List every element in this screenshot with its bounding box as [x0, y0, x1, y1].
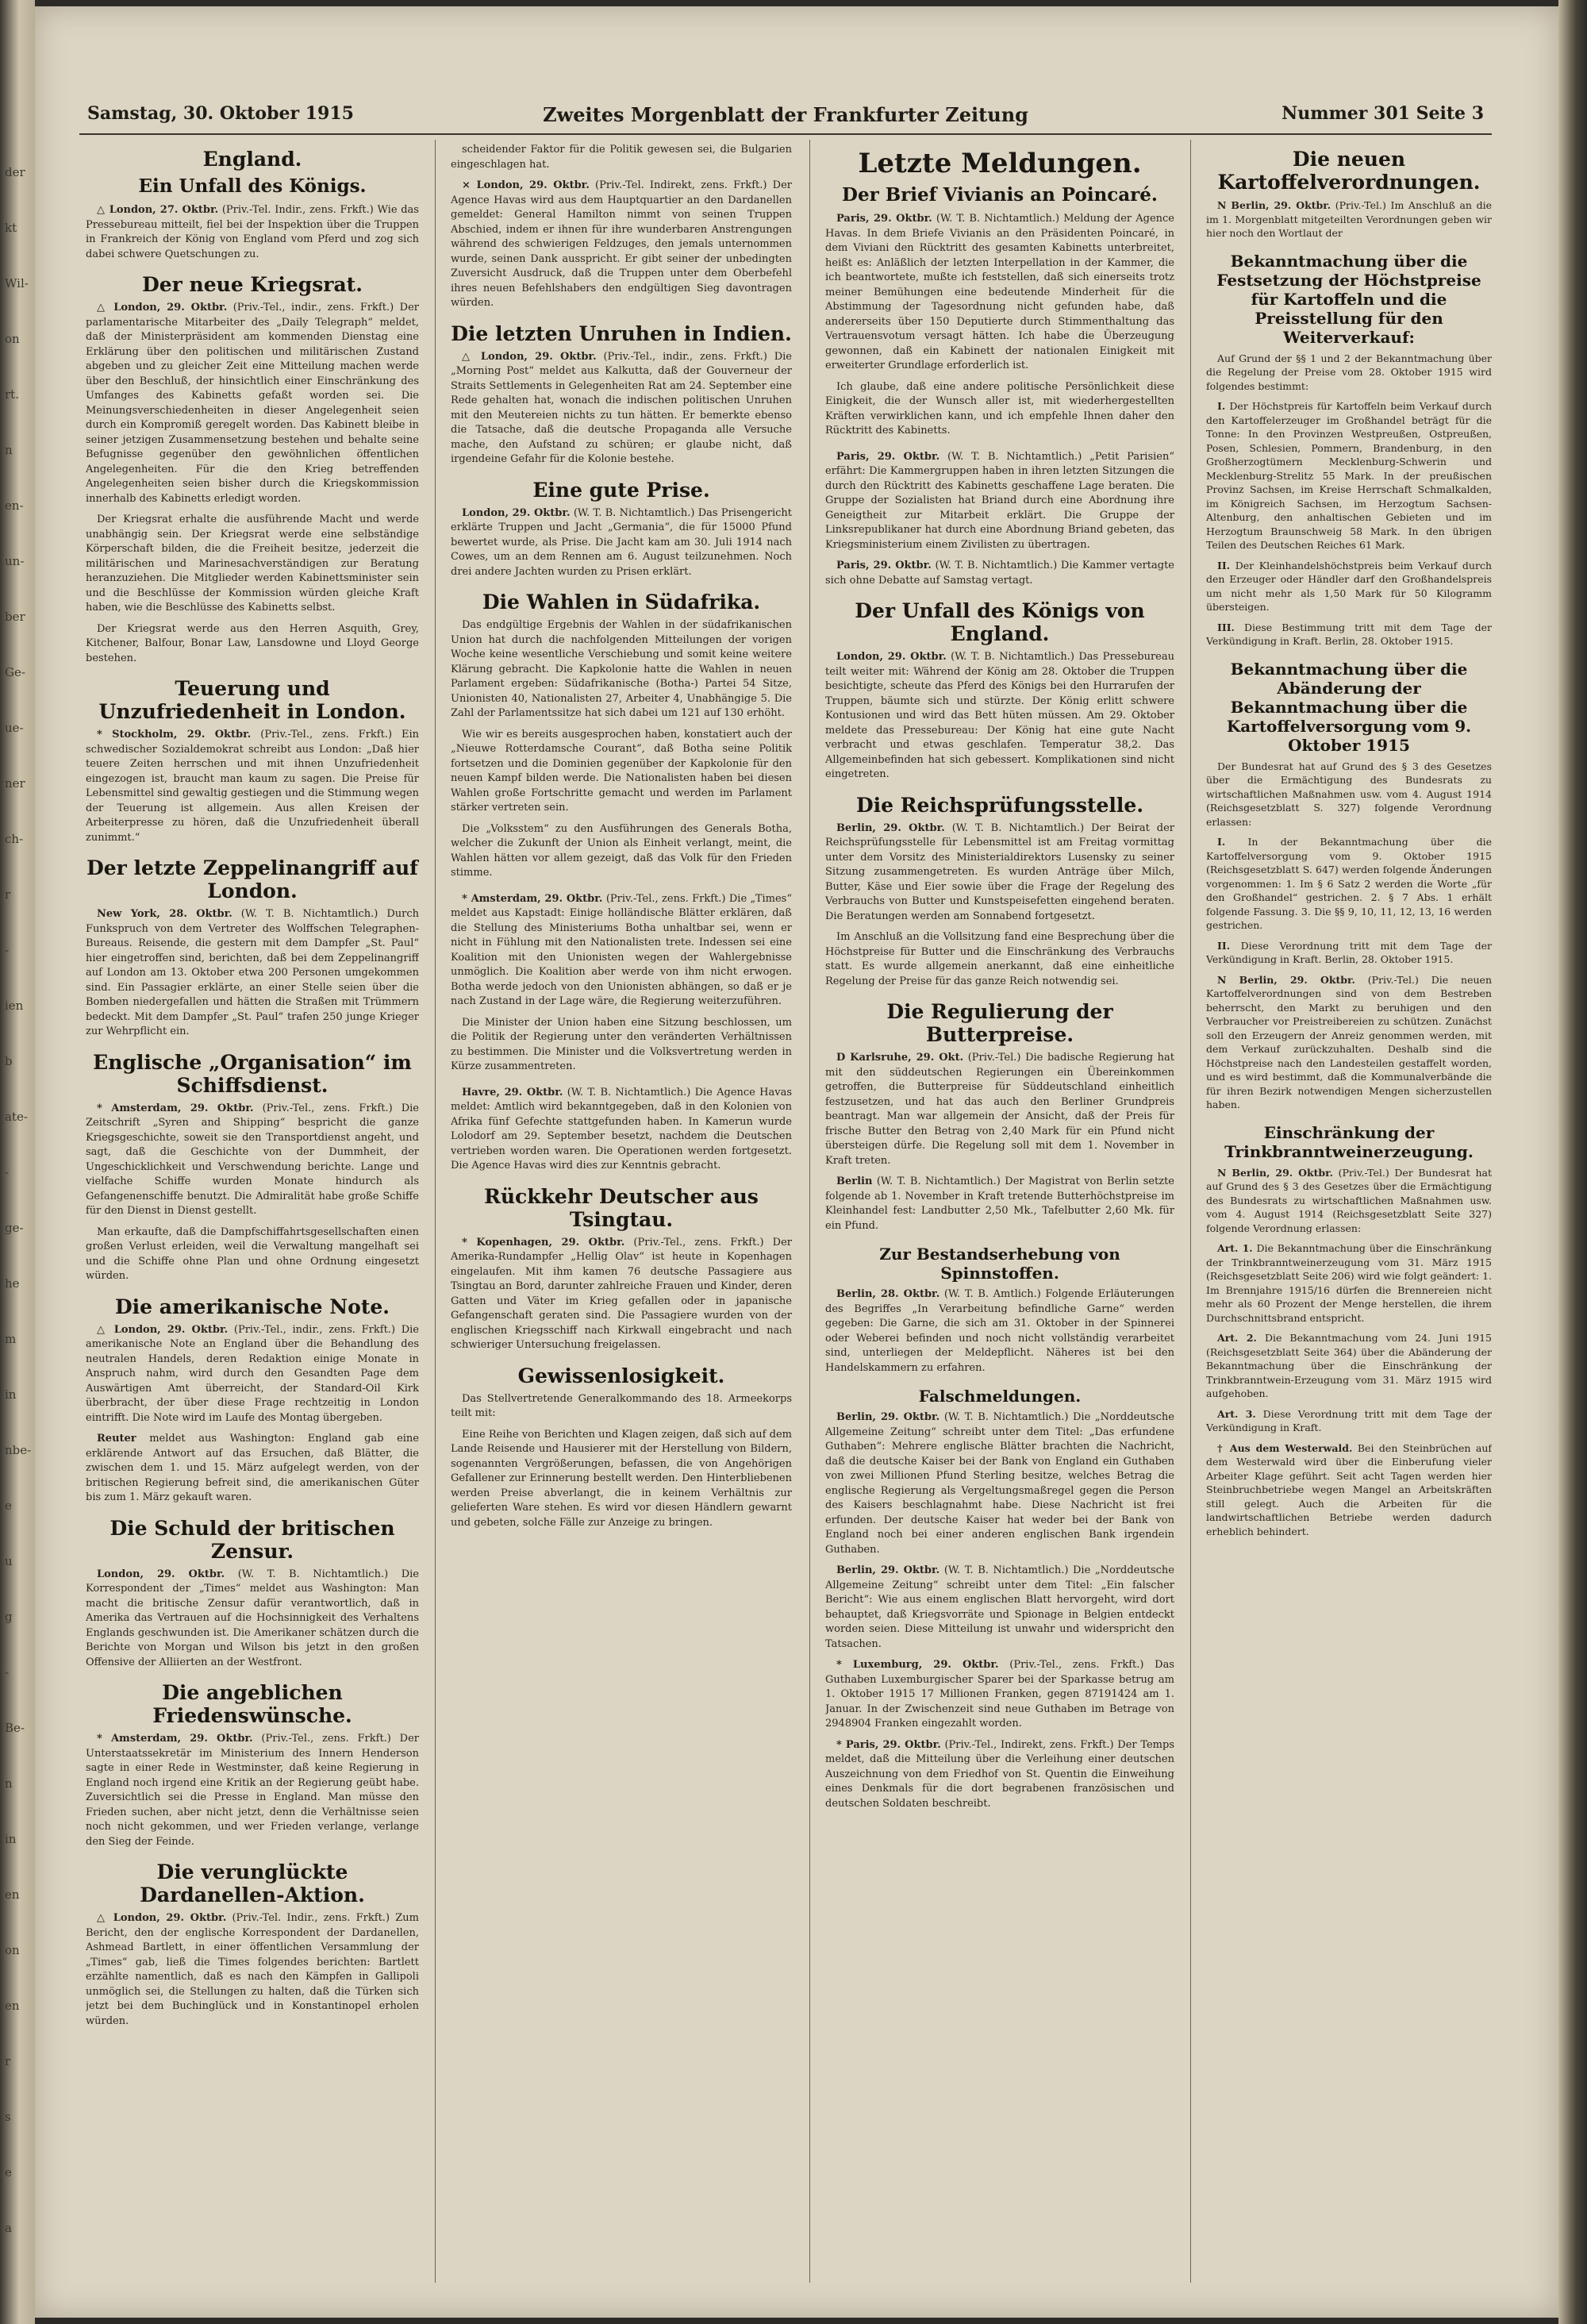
dateline: II.	[1217, 939, 1231, 952]
strip-fragment: en-	[5, 498, 24, 513]
article-paragraph	[825, 1658, 1174, 1732]
paragraph-text: (Priv.-Tel., zens. Frkft.) Der Unterstaatssekretär im Ministerium des Innern Henderson sagte in einer Rede in Westminster, daß keine Regierung in England noch irgend eine Kritik an der Regierung geübt habe. Zuversichtlich sei die Presse in England. Man müsse den Frieden suchen, aber nicht jetzt, denn die Verhältnisse seien noch nicht gekommen, und wer Frieden verlange, verlange den Sieg der Feinde.	[86, 1733, 419, 1848]
article-headline: Die letzten Unruhen in Indien.	[451, 321, 792, 345]
article-headline: Teuerung und Unzufriedenheit in London.	[98, 677, 406, 723]
dateline: I.	[1217, 836, 1226, 848]
article	[825, 599, 1174, 783]
strip-fragment: ge-	[5, 1221, 24, 1235]
strip-fragment: ue-	[5, 721, 24, 735]
article-paragraph	[1206, 939, 1492, 967]
dateline: † Aus dem Westerwald.	[1217, 1441, 1353, 1454]
strip-fragment: ch-	[5, 832, 24, 846]
strip-fragment: b	[5, 1054, 13, 1068]
article-paragraph	[825, 1175, 1174, 1233]
column-divider	[809, 140, 810, 2283]
paragraph-text: Der Höchstpreis für Kartoffeln beim Verkauf durch den Kartoffelerzeuger im Großhandel beträgt für die Tonne: In den Provinzen Westpreußen, Ostpreußen, Posen, Schlesien, Pommern, Brandenburg, in den Großherzogtümern Mecklenburg-Schwerin und Mecklenburg-Strelitz 55 Mark. In der preußischen Provinz Sachsen, im Kreise Herrschaft Schmalkalden, im Königreich Sachsen, im Herzogtum Sachsen-Altenburg, den anhaltischen Gebieten und im Herzogtum Braunschweig 58 Mark. In den übrigen Teilen des Deutschen Reiches 61 Mark.	[1206, 400, 1492, 551]
paragraph-text: Der Bundesrat hat auf Grund des § 3 des Gesetzes über die Ermächtigung des Bundesrats zu wirtschaftlichen Maßnahmen usw. vom 4. August 1914 (Reichsgesetzblatt S. 327) folgende Verordnung erlassen:	[1206, 760, 1492, 828]
paragraph-text: meldet aus Washington: England gab eine erklärende Antwort auf das Ersuchen, daß Blätter, die zwischen dem 1. und 15. März aufgelegt werden, von der britischen Regierung befreit sind, die amerikanischen Güter bis zum 1. März gekauft waren.	[86, 1433, 419, 1503]
column-divider	[435, 140, 436, 2283]
article-headline: Die Wahlen in Südafrika.	[482, 591, 761, 614]
strip-fragment: ate-	[5, 1110, 28, 1124]
article-paragraph	[825, 821, 1174, 925]
article	[86, 856, 419, 1040]
dateline: * Luxemburg, 29. Oktbr.	[836, 1659, 999, 1671]
article	[1206, 660, 1492, 1112]
article-paragraph	[86, 1225, 419, 1284]
paragraph-text: scheidender Faktor für die Politik gewesen sei, die Bulgarien eingeschlagen hat.	[451, 144, 792, 171]
header-rule	[79, 133, 1492, 135]
article-paragraph	[825, 1738, 1174, 1812]
dateline: N Berlin, 29. Oktbr.	[1217, 973, 1355, 986]
article-paragraph	[86, 728, 419, 845]
article	[825, 1000, 1174, 1233]
paragraph-text: (Priv.-Tel. Indir., zens. Frkft.) Zum Bericht, den der englische Korrespondent der Dardanellen, Ashmead Bartlett, in einer öffentlichen Versammlung der „Times“ gab, ließ die Times folgendes berichten: Bartlett erzählte namentlich, daß es nach den Kämpfen in Gallipoli unmöglich sei, die Stellungen zu halten, daß die Türken sich jetzt bei dem Buchinglück und in Konstantinopel erholen würden.	[86, 1912, 419, 2027]
dateline: N Berlin, 29. Oktbr.	[1217, 199, 1331, 211]
article	[825, 148, 1174, 439]
paragraph-text: Man erkaufte, daß die Dampfschiffahrtsgesellschaften einen großen Verlust erleiden, weil die Verwaltung mangelhaft sei und die Schiffe ohne Plan und ohne Ordnung eingesetzt würden.	[86, 1225, 419, 1282]
paragraph-text: (Priv.-Tel., indir., zens. Frkft.) Der parlamentarische Mitarbeiter des „Daily Telegraph“ meldet, daß der Ministerpräsident am kommenden Dienstag eine Erklärung über den politischen und militärischen Zustand abgeben und zu gleicher Zeit eine Mitteilung machen werde über den Beschluß, der hinsichtlich einer Einschränkung des Umfanges des Kabinetts gefaßt worden sei. Die Meinungsverschiedenheiten in dieser Angelegenheit seien durch ein Kompromiß geregelt worden. Das Kabinett bleibe in seiner jetzigen Zusammensetzung bestehen und behalte seine Befugnisse gegenüber den gewöhnlichen öffentlichen Angelegenheiten. Für die den Krieg betreffenden Angelegenheiten seien bisher durch die Kriegskommission innerhalb des Kabinetts erledigt worden.	[86, 302, 419, 505]
dateline: I.	[1217, 400, 1226, 412]
paragraph-text: (W. T. B. Nichtamtlich.) Das Pressebureau teilt weiter mit: Während der König am 28. Oktober die Truppen besichtigte, scheute das Pferd des Königs bei den Hurrarufen der Truppen, bäumte sich und stürzte. Der König erlitt schwere Kontusionen und wird das Bett hüten müssen. Am 29. Oktober meldete das Pressebureau: Der König hat eine gute Nacht verbracht und etwas geschlafen. Temperatur 38,2. Das Allgemeinbefinden hat sich gebessert. Komplikationen sind nicht eingetreten.	[825, 651, 1174, 780]
article-headline: Rückkehr Deutscher aus Tsingtau.	[484, 1184, 759, 1231]
article-paragraph	[825, 650, 1174, 783]
article-headline: Die Schuld der britischen Zensur.	[110, 1516, 395, 1563]
article-paragraph	[451, 1086, 792, 1174]
paragraph-text: (Priv.-Tel., zens. Frkft.) Die Zeitschrift „Syren and Shipping“ bespricht die ganze Kriegsgeschichte, soweit sie den Transportdienst angeht, und sagt, daß die Geschichte von der Dummheit, der Ungeschicklichkeit und Verschwendung berichte. Lange und vielfache Schiffe wurden Monate hindurch als Gefangenenschiffe benutzt. Die Admiralität habe große Schiffe für den Dienst in Dienst gestellt.	[86, 1102, 419, 1217]
paragraph-text: (W. T. B. Nichtamtlich.) Meldung der Agence Havas. In dem Briefe Vivianis an den Präsidenten Poincaré, in dem Viviani den Rücktritt des gesamten Kabinetts unterbreitet, heißt es: Anläßlich der letzten Interpellation in der Kammer, die ich beantwortete, mußte ich feststellen, daß sich einerseits trotz meiner Bemühungen eine bedeutende Minderheit für die Abstimmung der Tagesordnung nicht gefunden habe, daß andererseits über 150 Deputierte durch Stimmenthaltung das Vertrauensvotum versagt hätten. Ich habe die Überzeugung gewonnen, daß ein Kabinett der nationalen Einigkeit mit erweiterter Grundlage erforderlich ist.	[825, 213, 1174, 371]
paragraph-text: (Priv.-Tel.) Im Anschluß an die im 1. Morgenblatt mitgeteilten Verordnungen geben wir hier noch den Wortlaut der	[1206, 199, 1492, 239]
paragraph-text: (W. T. B. Nichtamtlich.) Durch Funkspruch von dem Vertreter des Wolffschen Telegraphen-Bureaus. Reisende, die gestern mit dem Dampfer „St. Paul“ hier eingetroffen sind, berichten, daß bei dem Zeppelinangriff auf London am 13. Oktober etwa 200 Personen umgekommen sind. Ein Passagier erklärte, an einer Stelle seien über die Bomben niedergefallen und hätten die Straßen mit Trümmern bedeckt. Mit dem Dampfer „St. Paul“ trafen 250 junge Krieger zur Wehrpflicht ein.	[86, 908, 419, 1037]
strip-fragment: der	[5, 165, 25, 179]
article-paragraph	[1206, 1331, 1492, 1401]
article	[451, 322, 792, 467]
dateline: Berlin, 29. Oktbr.	[836, 1411, 940, 1423]
paragraph-text: (W. T. B. Nichtamtlich.) Die „Norddeutsche Allgemeine Zeitung“ schreibt unter dem Titel: „Das erfundene Guthaben“: Mehrere englische Blätter brachten die Nachricht, daß die deutsche Kaiser bei der Bank von England ein Guthaben von zwei Millionen Pfund Sterling besitze, welches Betrag die englische Regierung als Vergeltungsmaßregel gegen die Person des Kaisers beschlagnahmt habe. Diese Nachricht ist frei erfunden. Der deutsche Kaiser hat weder bei der Bank von England noch bei einer anderen englischen Bank irgendein Guthaben.	[825, 1411, 1174, 1556]
paragraph-text: In der Bekanntmachung über die Kartoffelversorgung vom 9. Oktober 1915 (Reichsgesetzblatt S. 647) werden folgende Änderungen vorgenommen: 1. Im § 6 Satz 2 werden die Worte „für den Großhandel“ gestrichen. 2. § 7 Abs. 1 erhält folgende Fassung. 3. Die §§ 9, 10, 11, 12, 13, 16 werden gestrichen.	[1206, 836, 1492, 931]
paragraph-text: Diese Bestimmung tritt mit dem Tage der Verkündigung in Kraft. Berlin, 28. Oktober 1915.	[1206, 621, 1492, 647]
article-paragraph	[86, 1102, 419, 1219]
paragraph-text: (W. T. B. Nichtamtlich.) Die Agence Havas meldet: Amtlich wird bekanntgegeben, daß in den Kolonien von Afrika fünf Gefechte stattgefunden haben. In Kamerun wurde Lolodorf am 29. September besetzt, nachdem die Deutschen vertrieben worden waren. Die Operationen werden fortgesetzt. Die Agence Havas wird dies zur Kenntnis gebracht.	[451, 1086, 792, 1172]
adjacent-page-strip	[0, 0, 35, 2324]
dateline: Berlin, 28. Oktbr.	[836, 1288, 940, 1300]
strip-fragment: u	[5, 1554, 13, 1568]
strip-fragment: on	[5, 1943, 20, 1957]
dateline: * Amsterdam, 29. Oktbr.	[97, 1102, 254, 1114]
article-headline: Eine gute Prise.	[532, 478, 710, 502]
paragraph-text: (Priv.-Tel. Indirekt, zens. Frkft.) Der Agence Havas wird aus dem Hauptquartier an den Dardanellen gemeldet: General Hamilton nimmt von seinen Truppen Abschied, indem er ihnen für ihre wunderbaren Anstrengungen während des schwierigen Feldzuges, den jemals unternommen wurde, seinen Dank ausspricht. Er gibt seiner der unbedingten Zuversicht Ausdruck, daß die Truppen unter dem Oberbefehl ihres neuen Befehlshabers den endgültigen Sieg davontragen würden.	[451, 179, 792, 309]
paragraph-text: (W. T. B. Nichtamtlich.) Der Magistrat von Berlin setzte folgende ab 1. November in Kraft tretende Butterhöchstpreise im Kleinhandel fest: Landbutter 2,50 Mk., Tafelbutter 2,60 Mk. für ein Pfund.	[825, 1175, 1174, 1232]
paragraph-text: (Priv.-Tel., zens. Frkft.) Die „Times“ meldet aus Kapstadt: Einige holländische Blätter erklären, daß die Stellung des Ministeriums Botha unhaltbar sei, wenn er nicht in Fühlung mit den Nationalisten trete. Indessen sei eine Koalition mit den Unionisten wegen der Wahlergebnisse unmöglich. Die Koalition aber werde von ihm nicht erwogen. Botha werde jedoch von den Unionisten abhängen, so daß er je nach Zustand in der Lage wäre, die Regierung weiterzuführen.	[451, 892, 792, 1007]
article-headline: Falschmeldungen.	[918, 1387, 1082, 1406]
article-paragraph	[451, 618, 792, 721]
dateline: Art. 3.	[1217, 1407, 1256, 1420]
dateline: Berlin, 29. Oktbr.	[836, 821, 945, 834]
strip-fragment: a	[5, 2221, 12, 2235]
article-paragraph	[1206, 973, 1492, 1112]
article-paragraph	[451, 1392, 792, 1422]
article-headline: Gewissenlosigkeit.	[517, 1364, 725, 1387]
article-paragraph	[1206, 835, 1492, 933]
strip-fragment: ner	[5, 776, 25, 791]
article-paragraph	[86, 622, 419, 667]
article	[86, 1295, 419, 1506]
dateline: London, 29. Oktbr.	[836, 651, 947, 663]
article-paragraph	[825, 1287, 1174, 1376]
paragraph-text: Ich glaube, daß eine andere politische Persönlichkeit diese Einigkeit, die der Wunsch aller ist, mit wiederhergestellten Kräften verwirklichen kann, und ich empfehle Ihnen daher den Rücktritt des Kabinetts.	[825, 380, 1174, 437]
article-paragraph	[1206, 1441, 1492, 1539]
article-paragraph	[1206, 1407, 1492, 1435]
dateline: II.	[1217, 559, 1231, 571]
strip-fragment: Be-	[5, 1721, 25, 1735]
dateline: * Paris, 29. Oktbr.	[836, 1738, 941, 1751]
page-header	[87, 103, 1484, 130]
strip-fragment: he	[5, 1276, 20, 1291]
article-paragraph	[451, 350, 792, 467]
dateline: Havre, 29. Oktbr.	[462, 1086, 563, 1099]
article-subheadline: Ein Unfall des Königs.	[138, 175, 367, 197]
strip-fragment: r	[5, 887, 11, 902]
paragraph-text: Wie wir es bereits ausgesprochen haben, konstatiert auch der „Nieuwe Rotterdamsche Courant“, daß Botha seine Politik fortsetzen und die Dominien gegenüber der Kapkolonie für den neuen Kampf bilden werde. Die Nationalisten haben bei diesen Wahlen große Fortschritte gemacht und werden im Parlament stärker vertreten sein.	[451, 728, 792, 814]
article-paragraph	[451, 1236, 792, 1353]
dateline: △ London, 29. Oktbr.	[97, 302, 228, 314]
strip-fragment: rt.	[5, 387, 19, 402]
article	[825, 1245, 1174, 1376]
strip-fragment: n	[5, 443, 13, 457]
header-date: Samstag, 30. Oktober 1915	[87, 103, 354, 124]
article-headline: Englische „Organisation“ im Schiffsdienst.	[93, 1050, 412, 1097]
paragraph-text: (W. T. B. Nichtamtlich.) „Petit Parisien“ erfährt: Die Kammergruppen haben in ihren letzten Sitzungen die durch den Rücktritt des Kabinetts geschaffene Lage beraten. Die Gruppe der Sozialisten hat Briand durch eine Abordnung ihre Geneigtheit zur Mitarbeit erklärt. Die Gruppe der Linksrepublikaner hat durch eine Abordnung Briand gebeten, das Kriegsministerium einem Zivilisten zu übertragen.	[825, 450, 1174, 551]
article	[451, 591, 792, 881]
paragraph-text: (W. T. B. Nichtamtlich.) Die Korrespondent der „Times“ meldet aus Washington: Man macht die britische Zensur dafür verantwortlich, daß in Amerika das Vertrauen auf die Hochsinnigkeit des Verhaltens Englands geschwunden ist. Die Amerikaner schätzen durch die Berichte von Morgan und Wilson bis jetzt in den großen Offensive der Alliierten an der Westfront.	[86, 1568, 419, 1668]
paragraph-text: Die Minister der Union haben eine Sitzung beschlossen, um die Politik der Regierung unter den veränderten Verhältnissen zu bestimmen. Die Minister und die Volksvertretung werden in Kürze zusammentreten.	[451, 1016, 792, 1072]
article-paragraph	[825, 930, 1174, 989]
dateline: Art. 1.	[1217, 1242, 1253, 1254]
dateline: N Berlin, 29. Oktbr.	[1217, 1166, 1333, 1179]
article-paragraph	[86, 1568, 419, 1671]
paragraph-text: Die Bekanntmachung vom 24. Juni 1915 (Reichsgesetzblatt Seite 364) über die Abänderung der Bekanntmachung über die Einschränkung der Trinkbranntwein-Erzeugung vom 31. März 1915 wird aufgehoben.	[1206, 1332, 1492, 1399]
dateline: III.	[1217, 621, 1235, 633]
header-page-number: Nummer 301 Seite 3	[1282, 103, 1484, 124]
article	[86, 677, 419, 845]
article-headline: Die Regulierung der Butterpreise.	[886, 1000, 1113, 1046]
paragraph-text: Die „Volksstem“ zu den Ausführungen des Generals Botha, welcher die Zukunft der Union als Einheit verlangt, meint, die Wahlen hätten vor allem gezeigt, daß das Volk für den Frieden stimme.	[451, 822, 792, 879]
article-headline: Bekanntmachung über die Festsetzung der Höchstpreise für Kartoffeln und die Preisstellung für den Weiterverkauf:	[1216, 251, 1481, 347]
column-4	[1206, 143, 1492, 2286]
strip-fragment: e	[5, 2165, 12, 2180]
dateline: London, 29. Oktbr.	[97, 1568, 225, 1580]
paragraph-text: Diese Verordnung tritt mit dem Tage der Verkündigung in Kraft.	[1206, 1407, 1492, 1433]
article	[451, 1086, 792, 1174]
article	[86, 1517, 419, 1671]
article-paragraph	[451, 1016, 792, 1075]
article-paragraph	[451, 179, 792, 311]
paragraph-text: (Priv.-Tel., indir., zens. Frkft.) Die „Morning Post“ meldet aus Kalkutta, daß der Gouverneur der Straits Settlements in Gelegenheiten Rat am 24. September eine Rede gehalten hat, wonach die indischen politischen Unruhen mit den Meutereien nichts zu tun hätten. Er bemerkte ebenso die Tatsache, daß die deutsche Propaganda alle Versuche mache, den Aufstand zu schüren; er glaube nicht, daß irgendeine Gefahr für die Kolonie bestehe.	[451, 350, 792, 465]
strip-fragment: -	[5, 1665, 10, 1680]
article	[825, 794, 1174, 990]
article-headline: Der Unfall des Königs von England.	[855, 599, 1145, 645]
strip-fragment: Wil-	[5, 276, 29, 290]
strip-fragment: nbe-	[5, 1443, 32, 1457]
strip-fragment: ien	[5, 998, 24, 1013]
article-headline: Einschränkung der Trinkbranntweinerzeugung.	[1224, 1122, 1474, 1161]
paragraph-text: (W. T. B. Nichtamtlich.) Der Beirat der Reichsprüfungsstelle für Lebensmittel ist am Freitag vormittag unter dem Vorsitz des Ministerialdirektors Lusensky zu seiner Sitzung zusammengetreten. Es wurden Anträge über Milch, Butter, Käse und Eier sowie über die Frage der Regelung des Verbrauchs von Butter und Kunstspeisefetten eingehend beraten. Die Beratungen werden am Sonnabend fortgesetzt.	[825, 821, 1174, 922]
column-3	[825, 143, 1174, 2286]
header-title: Zweites Morgenblatt der Frankfurter Zeitung	[543, 103, 1028, 126]
dateline: × London, 29. Oktbr.	[462, 179, 590, 191]
article-paragraph	[451, 506, 792, 580]
article-paragraph	[86, 1432, 419, 1506]
article	[451, 479, 792, 580]
paragraph-text: (W. T. B. Nichtamtlich.) Das Prisengericht erklärte Truppen und Jacht „Germania“, die für 15000 Pfund bewertet wurde, als Prise. Die Jacht kam am 30. Juli 1914 nach Cowes, um an dem Rennen am 6. August teilzunehmen. Noch drei andere Jachten wurden zu Prisen erklärt.	[451, 506, 792, 578]
article-headline: Die Reichsprüfungsstelle.	[855, 793, 1144, 817]
article-paragraph	[86, 301, 419, 506]
strip-fragment: g	[5, 1610, 13, 1624]
article-paragraph	[86, 1732, 419, 1849]
paragraph-text: Der Kriegsrat erhalte die ausführende Macht und werde unabhängig sein. Der Kriegsrat werde eine selbständige Körperschaft bilden, die die Freiheit besitze, jederzeit die militärischen und Marinesachverständigen zur Beratung heranzuziehen. Die Mitglieder werden Kabinettsminister sein und die Beschlüsse der Kommission würden gleiche Kraft haben, wie die Beschlüsse des Kabinetts selbst.	[86, 514, 419, 614]
article-paragraph	[86, 513, 419, 616]
article-paragraph	[825, 212, 1174, 374]
dateline: New York, 28. Oktbr.	[97, 908, 232, 920]
article-paragraph	[451, 1428, 792, 1531]
article-paragraph	[825, 1410, 1174, 1557]
strip-fragment: en	[5, 1999, 20, 2013]
paragraph-text: (Priv.-Tel., zens. Frkft.) Ein schwedischer Sozialdemokrat schreibt aus London: „Daß hier teuere Zeiten herrschen und mit ihnen Unzufriedenheit eingezogen ist, braucht man kaum zu sagen. Die Preise für Lebensmittel sind gewaltig gestiegen und die Stimmung wegen der Teuerung ist allgemein. Aus allen Kreisen der Arbeiterpresse zu hören, daß die Unzufriedenheit überall zunimmt.“	[86, 729, 419, 844]
article-headline: Der neue Kriegsrat.	[142, 273, 363, 296]
strip-fragment: Ge-	[5, 665, 25, 679]
article-paragraph	[451, 143, 792, 172]
article-paragraph	[451, 892, 792, 1010]
paragraph-text: Auf Grund der §§ 1 und 2 der Bekanntmachung über die Regelung der Preise vom 28. Oktober 1915 wird folgendes bestimmt:	[1206, 352, 1492, 392]
article	[86, 1860, 419, 2029]
article-headline: England.	[202, 148, 302, 171]
article	[451, 892, 792, 1075]
article-paragraph	[451, 728, 792, 816]
article-paragraph	[825, 1051, 1174, 1168]
paragraph-text: Diese Verordnung tritt mit dem Tage der Verkündigung in Kraft. Berlin, 28. Oktober 1915.	[1206, 939, 1492, 965]
article	[825, 450, 1174, 589]
dateline: △ London, 29. Oktbr.	[97, 1912, 227, 1924]
paragraph-text: (W. T. B. Nichtamtlich.) Die Kammer vertagte sich ohne Debatte auf Samstag vertagt.	[825, 560, 1174, 587]
dateline: D Karlsruhe, 29. Okt.	[836, 1052, 964, 1064]
article	[86, 273, 419, 666]
page-edge-shadow	[1558, 0, 1587, 2324]
paragraph-text: (W. T. B. Amtlich.) Folgende Erläuterungen des Begriffes „In Verarbeitung befindliche Garne“ werden gegeben: Die Garne, die sich am 31. Oktober in der Spinnerei oder Weberei befinden und noch nicht vollständig verarbeitet sind, unterliegen der Meldepflicht. Näheres ist bei den Handelskammern zu erfahren.	[825, 1288, 1174, 1374]
article-paragraph	[825, 450, 1174, 553]
article-headline: Die neuen Kartoffelverordnungen.	[1217, 148, 1481, 194]
article-paragraph	[86, 1323, 419, 1426]
strip-fragment: on	[5, 332, 20, 346]
article-headline: Zur Bestandserhebung von Spinnstoffen.	[879, 1245, 1120, 1283]
dateline: Paris, 29. Oktbr.	[836, 213, 932, 225]
article-paragraph	[825, 1564, 1174, 1652]
strip-fragment: -	[5, 1165, 10, 1179]
paragraph-text: (Priv.-Tel.) Die badische Regierung hat mit den süddeutschen Regierungen ein Übereinkommen getroffen, die Butterpreise für Süddeutschland einheitlich festzusetzen, und hat das auch den Berliner Grundpreis beantragt. Man war allgemein der Ansicht, daß der Preis für frische Butter den Betrag von 2,40 Mark für ein Pfund nicht übersteigen dürfe. Die Regelung soll mit dem 1. November in Kraft treten.	[825, 1052, 1174, 1167]
paragraph-text: (W. T. B. Nichtamtlich.) Die „Norddeutsche Allgemeine Zeitung“ schreibt unter dem Titel: „Ein falscher Bericht“: Wie aus einem englischen Blatt hervorgeht, wird dort behauptet, daß Kriegsvorräte und Spionage in Belgien entdeckt worden seien. Diese Mitteilung ist unwahr und widerspricht den Tatsachen.	[825, 1564, 1174, 1650]
strip-fragment: in	[5, 1387, 17, 1402]
article-paragraph	[451, 822, 792, 881]
article	[86, 1051, 419, 1284]
paragraph-text: Der Kleinhandelshöchstpreis beim Verkauf durch den Erzeuger oder Händler darf den Großhandelspreis um nicht mehr als 1,50 Mark für 50 Kilogramm übersteigen.	[1206, 559, 1492, 613]
strip-fragment: in	[5, 1832, 17, 1846]
paragraph-text: (Priv.-Tel.) Die neuen Kartoffelverordnungen sind von dem Bestreben beherrscht, den Markt zu beruhigen und den Verbraucher vor Preistreibereien zu schützen. Zunächst soll den Erzeugern der Anreiz genommen werden, mit dem Verkauf zurückzuhalten. Deshalb sind die Höchstpreise nach den Landesteilen gestaffelt worden, und es wird bestimmt, daß die Kommunalverbände die für ihren Bezirk notwendigen Mengen sicherzustellen haben.	[1206, 973, 1492, 1110]
article-paragraph	[86, 907, 419, 1040]
dateline: * Amsterdam, 29. Oktbr.	[462, 892, 603, 905]
paragraph-text: Der Kriegsrat werde aus den Herren Asquith, Grey, Kitchener, Balfour, Bonar Law, Lansdowne und Lloyd George bestehen.	[86, 622, 419, 664]
article-paragraph	[1206, 1166, 1492, 1236]
article-paragraph	[1206, 198, 1492, 240]
article	[1206, 148, 1492, 240]
paragraph-text: Eine Reihe von Berichten und Klagen zeigen, daß sich auf dem Lande Reisende und Hausierer mit der Herstellung von Bildern, sogenannten Vergrößerungen, befassen, die von Angehörigen Gefallener zur Erinnerung bestellt werden. Den Hinterbliebenen werden Preise abverlangt, die in keinem Verhältnis zur gelieferten Ware stehen. Es wird vor diesen Händlern gewarnt und gebeten, solche Fälle zur Anzeige zu bringen.	[451, 1428, 792, 1529]
paragraph-text: Im Anschluß an die Vollsitzung fand eine Besprechung über die Höchstpreise für Butter und die Einschränkung des Verbrauchs statt. Es wurde allgemein anerkannt, daß eine einheitliche Regelung der Preise für das ganze Reich notwendig sei.	[825, 931, 1174, 987]
article	[86, 1681, 419, 1849]
article	[86, 148, 419, 262]
dateline: Berlin, 29. Oktbr.	[836, 1564, 940, 1576]
article-subheadline: Der Brief Vivianis an Poincaré.	[842, 184, 1158, 206]
strip-fragment: s	[5, 2110, 11, 2124]
article-paragraph	[1206, 399, 1492, 552]
article-paragraph	[1206, 352, 1492, 394]
paragraph-text: (Priv.-Tel., zens. Frkft.) Das Guthaben Luxemburgischer Sparer bei der Sparkasse betrug am 1. Oktober 1915 17 Millionen Franken, gegen 87191424 am 1. Januar. In der Zwischenzeit sind neue Guthaben im Betrage von 2948904 Franken eingezahlt worden.	[825, 1659, 1174, 1730]
strip-fragment: -	[5, 943, 10, 957]
dateline: Reuter	[97, 1433, 136, 1445]
dateline: Paris, 29. Oktbr.	[836, 450, 940, 463]
article-headline: Die verunglückte Dardanellen-Aktion.	[140, 1860, 365, 1907]
article-paragraph	[86, 1911, 419, 2029]
article-headline: Der letzte Zeppelinangriff auf London.	[86, 856, 418, 902]
paragraph-text: (Priv.-Tel., Indirekt, zens. Frkft.) Der Temps meldet, daß die Mitteilung über die Verleihung einer deutschen Auszeichnung von dem Friedhof von St. Quentin die Einweihung eines Denkmals für die dort begrabenen französischen und deutschen Soldaten beschreibt.	[825, 1738, 1174, 1810]
dateline: * Stockholm, 29. Oktbr.	[97, 729, 252, 741]
dateline: * Amsterdam, 29. Oktbr.	[97, 1733, 253, 1745]
article-headline: Die angeblichen Friedenswünsche.	[152, 1681, 352, 1727]
article	[451, 1185, 792, 1353]
paragraph-text: Die Bekanntmachung über die Einschränkung der Trinkbranntweinerzeugung vom 31. März 1915 (Reichsgesetzblatt Seite 206) wird wie folgt geändert: 1. Im Brennjahre 1915/16 dürfen die Brennereien nicht mehr als 60 Prozent der Menge herstellen, die ihrem Durchschnittsbrand entspricht.	[1206, 1242, 1492, 1324]
column-1	[86, 143, 419, 2286]
article-paragraph	[825, 380, 1174, 439]
column-divider	[1190, 140, 1191, 2283]
article-headline: Letzte Meldungen.	[858, 148, 1142, 179]
article-headline: Bekanntmachung über die Abänderung der Bekanntmachung über die Kartoffelversorgung vom 9. Oktober 1915	[1226, 659, 1472, 755]
article	[1206, 252, 1492, 648]
dateline: Berlin	[836, 1175, 873, 1187]
dateline: * Kopenhagen, 29. Oktbr.	[462, 1236, 625, 1249]
strip-fragment: ber	[5, 610, 25, 624]
paragraph-text: (Priv.-Tel.) Der Bundesrat hat auf Grund des § 3 des Gesetzes über die Ermächtigung des Bundesrats zu wirtschaftlichen Maßnahmen usw. vom 4. August 1914 (Reichsgesetzblatt Seite 327) folgende Verordnung erlassen:	[1206, 1166, 1492, 1234]
strip-fragment: en	[5, 1887, 20, 1902]
strip-fragment: kt	[5, 221, 17, 235]
dateline: △ London, 27. Oktbr.	[97, 204, 219, 216]
article-paragraph	[1206, 1241, 1492, 1325]
paragraph-text: (Priv.-Tel., zens. Frkft.) Der Amerika-Rundampfer „Hellig Olav“ ist heute in Kopenhagen eingelaufen. Mit ihm kamen 76 deutsche Passagiere aus Tsingtau an Bord, darunter zahlreiche Frauen und Kinder, deren Gatten und Väter im Krieg gefallen oder in japanische Gefangenschaft geraten sind. Die Passagiere wurden von der englischen Kriegsschiff nach Kirkwall eingebracht und nach schwieriger Untersuchung freigelassen.	[451, 1236, 792, 1351]
paragraph-text: (Priv.-Tel. Indir., zens. Frkft.) Wie das Pressebureau mitteilt, fiel bei der Inspektion über die Truppen in Frankreich der König von England vom Pferd und zog sich dabei schwere Quetschungen zu.	[86, 204, 419, 260]
dateline: △ London, 29. Oktbr.	[97, 1323, 229, 1336]
dateline: Paris, 29. Oktbr.	[836, 560, 932, 571]
article	[451, 143, 792, 311]
strip-fragment: m	[5, 1332, 17, 1346]
article-headline: Die amerikanische Note.	[115, 1295, 390, 1318]
dateline: △ London, 29. Oktbr.	[462, 350, 597, 363]
strip-fragment: un-	[5, 554, 25, 568]
strip-fragment: n	[5, 1776, 13, 1791]
strip-fragment: r	[5, 2054, 11, 2068]
article-paragraph	[1206, 760, 1492, 829]
article	[825, 1387, 1174, 1811]
article	[1206, 1123, 1492, 1539]
paragraph-text: (Priv.-Tel., indir., zens. Frkft.) Die amerikanische Note an England über die Behandlung des neutralen Handels, deren Redaktion einige Monate in Anspruch nahm, wird durch den Gesandten Page dem Auswärtigen Amt überreicht, der Standard-Oil Kirk überbracht, der über diese Frage rechtzeitig in London eintrifft. Die Note wird im Laufe des Montag übergeben.	[86, 1323, 419, 1424]
article-paragraph	[1206, 559, 1492, 614]
article-paragraph	[1206, 621, 1492, 648]
dateline: London, 29. Oktbr.	[462, 506, 571, 519]
paragraph-text: Das endgültige Ergebnis der Wahlen in der südafrikanischen Union hat durch die nachfolgenden Mitteilungen der vorigen Woche keine wesentliche Verschiebung und somit keine weitere Klärung gebracht. Die Kapkolonie hatte die Wahlen in neuen Parlament ergeben: Südafrikanische (Botha-) Partei 54 Sitze, Unionisten 40, Nationalisten 27, Arbeiter 4, Unabhängige 5. Die Zahl der Parlamentssitze hat sich dabei um 121 auf 130 erhöht.	[451, 619, 792, 719]
article	[451, 1364, 792, 1531]
article-paragraph	[825, 559, 1174, 588]
column-2	[451, 143, 792, 2286]
paragraph-text: Bei den Steinbrüchen auf dem Westerwald wird über die Einberufung vieler Arbeiter Klage geführt. Seit acht Tagen werden hier Steinbruchbetriebe wegen Mangel an Arbeitskräften still gelegt. Auch die Arbeiten für die landwirtschaftlichen Betriebe werden dadurch erheblich behindert.	[1206, 1441, 1492, 1537]
paragraph-text: Das Stellvertretende Generalkommando des 18. Armeekorps teilt mit:	[451, 1392, 792, 1419]
strip-fragment: e	[5, 1499, 12, 1513]
dateline: Art. 2.	[1217, 1332, 1257, 1344]
article-paragraph	[86, 203, 419, 262]
